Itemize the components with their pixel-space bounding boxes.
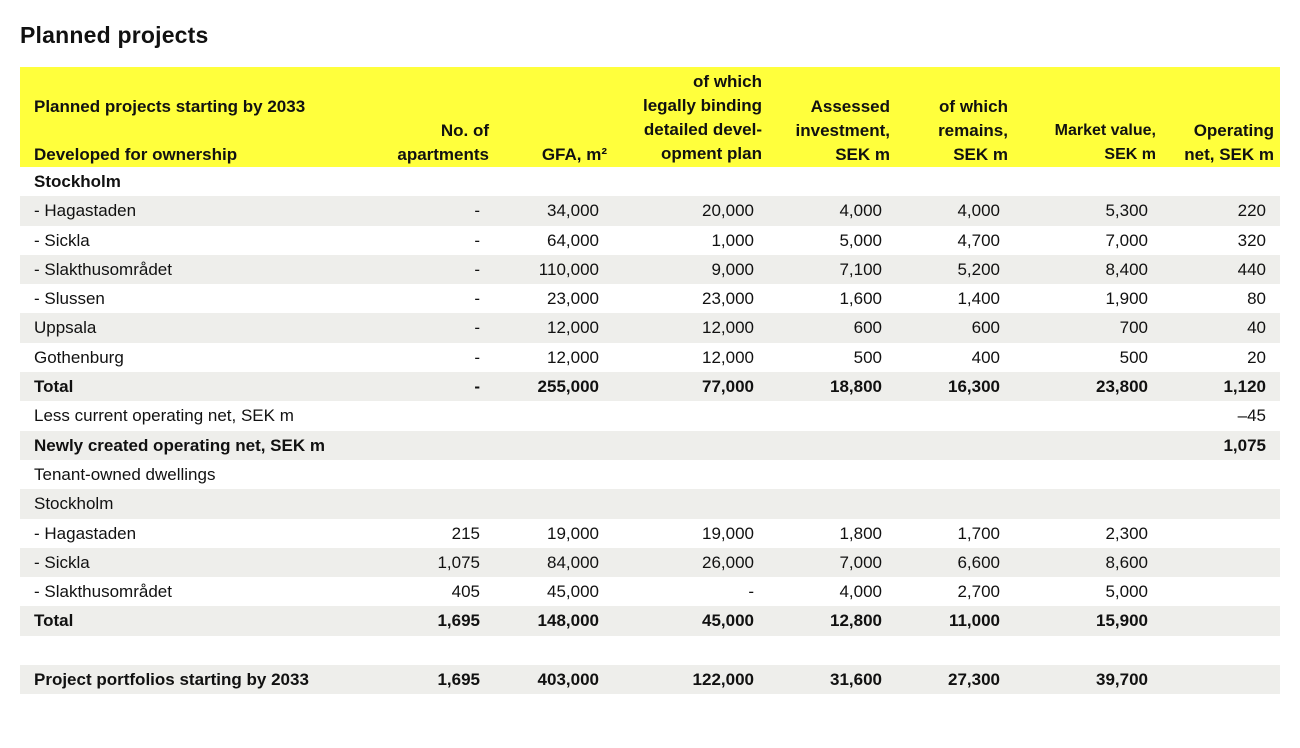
row-value: 2,300	[1105, 523, 1148, 543]
row-value: 4,000	[839, 582, 882, 602]
row-value: -	[748, 582, 754, 602]
header-market-line: SEK m	[1104, 146, 1156, 163]
row-value: 1,600	[839, 289, 882, 309]
row-value: -	[474, 259, 480, 279]
table-row	[20, 372, 1280, 401]
row-value: 122,000	[692, 670, 754, 690]
row-value: 20,000	[702, 201, 754, 221]
row-value: 600	[853, 318, 882, 338]
header-market	[1055, 119, 1156, 167]
row-value: 7,100	[839, 259, 882, 279]
header-label-bottom: Developed for ownership	[34, 145, 238, 164]
row-value: 40	[1247, 318, 1266, 338]
header-remains	[938, 95, 1008, 167]
row-value: 77,000	[702, 377, 754, 397]
row-label: Stockholm	[34, 172, 121, 191]
row-value: 8,600	[1105, 552, 1148, 572]
row-value: 23,000	[702, 289, 754, 309]
table-row	[20, 606, 1280, 635]
table-row	[20, 431, 1280, 460]
row-value: 220	[1237, 201, 1266, 221]
row-label: - Slakthusområdet	[34, 259, 172, 279]
header-label-top: Planned projects starting by 2033	[34, 97, 306, 116]
row-label: - Sickla	[34, 230, 90, 250]
row-value: 400	[971, 347, 1000, 367]
row-value: 84,000	[547, 552, 599, 572]
row-value: 8,400	[1105, 259, 1148, 279]
row-value: -	[474, 289, 480, 309]
row-value: -	[474, 377, 480, 397]
table-row	[20, 489, 1280, 518]
header-plan-line: detailed devel-	[643, 120, 762, 139]
row-value: 5,300	[1105, 201, 1148, 221]
page-title: Planned projects	[20, 22, 209, 48]
row-value: 16,300	[948, 377, 1000, 397]
row-value: 26,000	[702, 552, 754, 572]
table-row	[20, 255, 1280, 284]
row-label: Total	[34, 611, 74, 631]
row-value: 1,695	[437, 611, 480, 631]
header-apartments-line: apartments	[397, 145, 489, 164]
row-label: Stockholm	[34, 494, 114, 514]
row-value: 5,200	[957, 259, 1000, 279]
row-value: 1,075	[437, 552, 480, 572]
row-label: Tenant-owned dwellings	[34, 464, 216, 484]
header-remains-line: remains,	[938, 121, 1008, 140]
row-value: 5,000	[1105, 582, 1148, 602]
row-value: 110,000	[538, 259, 599, 279]
row-value: 6,600	[957, 552, 1000, 572]
header-market-line: Market value,	[1054, 122, 1156, 139]
row-label: Less current operating net, SEK m	[34, 406, 294, 426]
row-value: 255,000	[537, 377, 599, 397]
row-value: 12,000	[547, 318, 599, 338]
row-value: 405	[451, 582, 480, 602]
row-value: 80	[1247, 289, 1266, 309]
row-label: - Slussen	[34, 289, 105, 309]
row-value: 320	[1237, 230, 1266, 250]
row-value: 500	[853, 347, 882, 367]
header-investment-line: investment,	[795, 121, 890, 140]
row-value: 4,000	[839, 201, 882, 221]
row-value: 1,000	[711, 230, 754, 250]
header-investment	[796, 95, 890, 167]
row-value: 1,695	[437, 670, 480, 690]
row-value: 1,900	[1105, 289, 1148, 309]
row-value: 19,000	[702, 523, 754, 543]
row-label: - Hagastaden	[34, 523, 137, 543]
row-value: 600	[971, 318, 1000, 338]
table-row	[20, 519, 1280, 548]
row-label: Uppsala	[34, 318, 97, 338]
header-plan-line: opment plan	[660, 144, 762, 163]
header-plan	[643, 70, 762, 166]
row-value: 1,400	[957, 289, 1000, 309]
header-remains-line: SEK m	[953, 145, 1008, 164]
row-value: 15,900	[1096, 611, 1148, 631]
header-apartments-line: No. of	[440, 121, 489, 140]
row-value: 700	[1119, 318, 1148, 338]
table-row	[20, 636, 1280, 665]
header-plan-line: of which	[693, 72, 762, 91]
table-row	[20, 343, 1280, 372]
row-value: 1,075	[1223, 435, 1266, 455]
row-label: Gothenburg	[34, 347, 124, 367]
row-value: 39,700	[1096, 670, 1148, 690]
row-value: 4,700	[957, 230, 1000, 250]
row-value: 1,800	[839, 523, 882, 543]
row-label: Project portfolios starting by 2033	[34, 670, 309, 690]
row-value: 12,800	[830, 611, 882, 631]
header-opnet	[1184, 119, 1274, 167]
row-value: 1,120	[1223, 377, 1266, 397]
row-value: 45,000	[702, 611, 754, 631]
table-row	[20, 460, 1280, 489]
row-value: 2,700	[957, 582, 1000, 602]
row-value: 20	[1247, 347, 1266, 367]
row-value: 9,000	[711, 259, 754, 279]
row-value: 64,000	[547, 230, 599, 250]
header-investment-line: Assessed	[810, 97, 890, 116]
row-value: 19,000	[547, 523, 599, 543]
row-value: 403,000	[537, 670, 599, 690]
table-row	[20, 577, 1280, 606]
table-row	[20, 401, 1280, 430]
row-value: 12,000	[702, 318, 754, 338]
row-value: 45,000	[547, 582, 599, 602]
table-row	[20, 226, 1280, 255]
row-value: 23,800	[1096, 377, 1148, 397]
row-label: - Hagastaden	[34, 201, 137, 221]
table-row	[20, 284, 1280, 313]
row-value: 34,000	[547, 201, 599, 221]
table-body	[20, 167, 1280, 694]
planned-projects-table	[20, 67, 1280, 694]
row-value: -	[474, 230, 480, 250]
row-value: 500	[1119, 347, 1148, 367]
row-value: 11,000	[948, 611, 1000, 631]
row-value: 12,000	[702, 347, 754, 367]
table-row	[20, 313, 1280, 342]
header-investment-line: SEK m	[835, 145, 890, 164]
row-label: - Slakthusområdet	[34, 582, 172, 602]
row-value: 23,000	[547, 289, 599, 309]
header-plan-line: legally binding	[642, 96, 762, 115]
row-label: Newly created operating net, SEK m	[34, 435, 325, 455]
row-value: 5,000	[839, 230, 882, 250]
row-value: 7,000	[1105, 230, 1148, 250]
row-value: -	[474, 347, 480, 367]
row-value: –45	[1237, 406, 1266, 426]
row-value: -	[474, 201, 480, 221]
header-opnet-line: Operating	[1193, 121, 1274, 140]
table-row	[20, 665, 1280, 694]
header-gfa-line: GFA, m²	[541, 145, 607, 164]
table-header	[20, 67, 1280, 167]
row-value: 215	[451, 523, 480, 543]
row-value: -	[474, 318, 480, 338]
header-opnet-line: net, SEK m	[1184, 145, 1274, 164]
header-apartments	[397, 119, 489, 167]
table-row	[20, 196, 1280, 225]
row-label: - Sickla	[34, 552, 90, 572]
row-value: 12,000	[547, 347, 599, 367]
table-row	[20, 548, 1280, 577]
row-value: 4,000	[957, 201, 1000, 221]
row-value: 148,000	[537, 611, 599, 631]
table-row	[20, 167, 1280, 196]
row-value: 440	[1237, 259, 1266, 279]
row-value: 27,300	[948, 670, 1000, 690]
row-value: 18,800	[830, 377, 882, 397]
row-value: 7,000	[839, 552, 882, 572]
header-remains-line: of which	[939, 97, 1008, 116]
header-gfa	[542, 143, 607, 167]
row-label: Total	[34, 377, 74, 397]
row-value: 31,600	[830, 670, 882, 690]
row-value: 1,700	[957, 523, 1000, 543]
